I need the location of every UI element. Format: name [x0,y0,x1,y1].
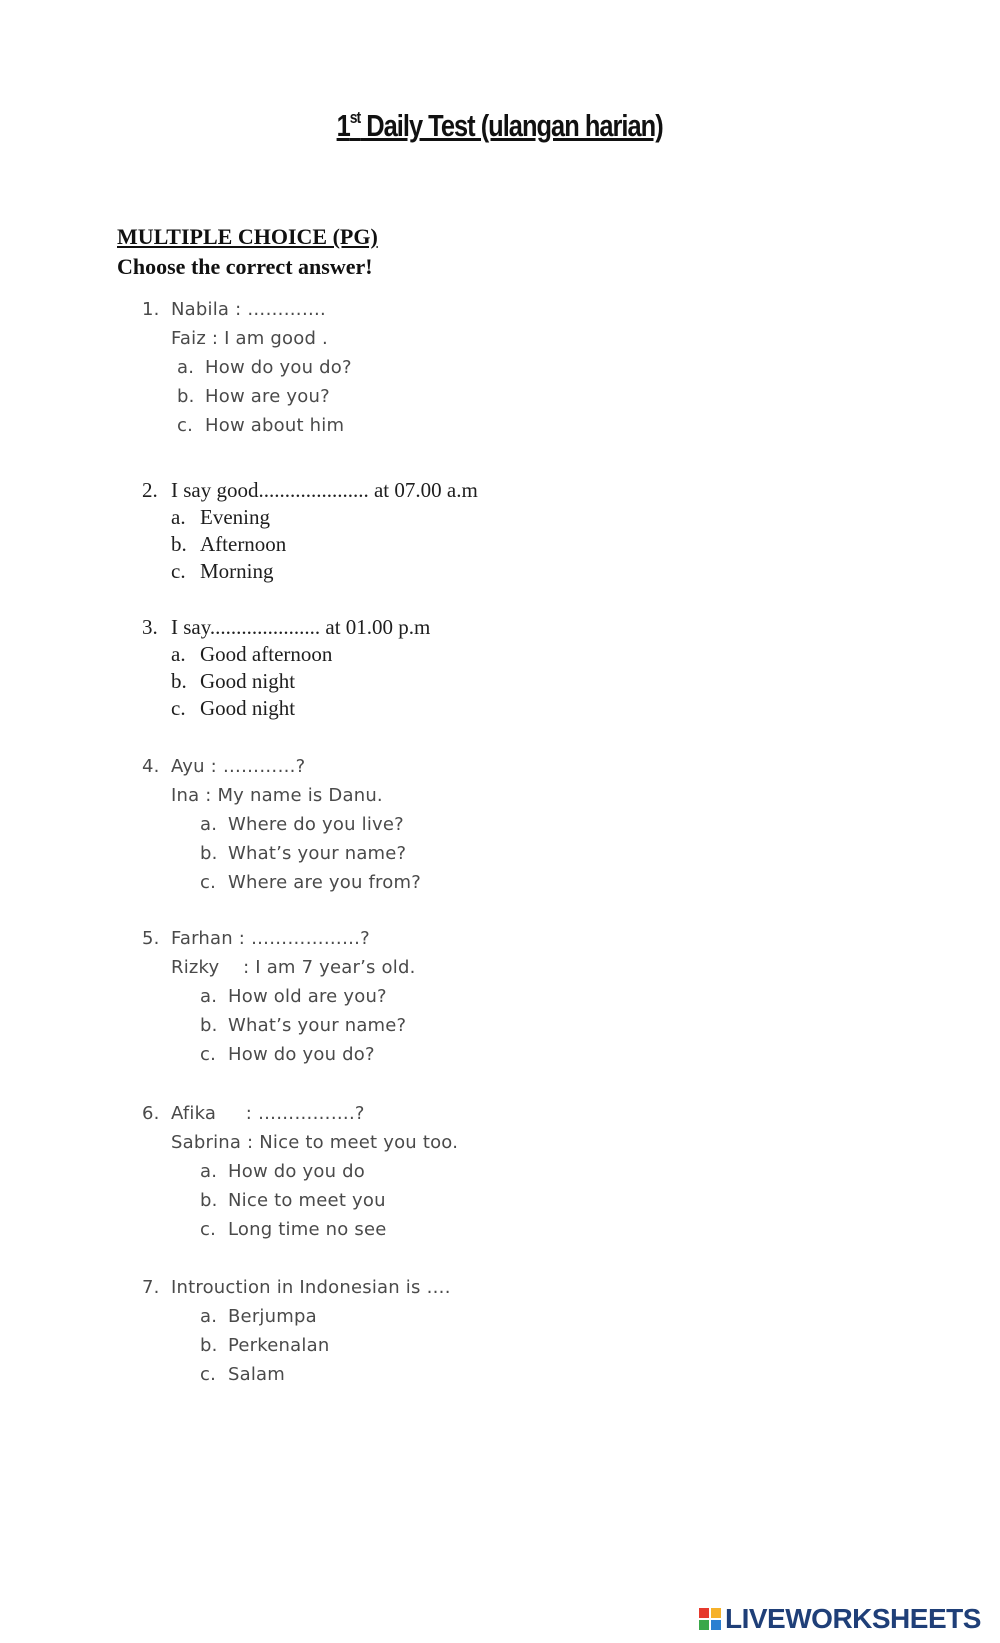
q3-option-b-letter: b. [171,669,187,693]
q5-option-a-letter: a. [200,986,218,1007]
logo-square-green [698,1619,710,1631]
q4-option-b[interactable]: What’s your name? [228,843,407,864]
logo-square-yellow [710,1607,722,1619]
q3-option-c-letter: c. [171,696,186,720]
q1-option-c[interactable]: How about him [205,415,345,436]
question-1-line-1: Nabila : …………. [171,299,326,320]
q4-option-c[interactable]: Where are you from? [228,872,421,893]
q6-option-b-letter: b. [200,1190,218,1211]
q5-option-a[interactable]: How old are you? [228,986,387,1007]
q1-option-a-letter: a. [177,357,195,378]
q5-option-b-letter: b. [200,1015,218,1036]
question-4-line-2: Ina : My name is Danu. [171,785,383,806]
title-superscript: st [349,108,361,127]
q3-option-a[interactable]: Good afternoon [200,642,333,666]
q5-option-b[interactable]: What’s your name? [228,1015,407,1036]
q1-option-b[interactable]: How are you? [205,386,330,407]
q1-option-a[interactable]: How do you do? [205,357,352,378]
question-7-number: 7. [142,1277,160,1298]
q1-option-c-letter: c. [177,415,194,436]
question-5-line-1: Farhan : ………………? [171,928,370,949]
q4-option-a-letter: a. [200,814,218,835]
q2-option-c-letter: c. [171,559,186,583]
question-2-number: 2. [142,478,158,502]
q4-option-c-letter: c. [200,872,217,893]
title-text: Daily Test (ulangan harian) [360,108,663,143]
q4-option-a[interactable]: Where do you live? [228,814,404,835]
title-number: 1 [336,108,350,143]
question-7-line-1: Introuction in Indonesian is …. [171,1277,451,1298]
question-5-number: 5. [142,928,160,949]
logo-text: LIVEWORKSHEETS [725,1603,981,1634]
q3-option-c[interactable]: Good night [200,696,296,720]
page-title [90,108,910,144]
liveworksheets-logo[interactable] [698,1603,981,1635]
question-6-line-2: Sabrina : Nice to meet you too. [171,1132,459,1153]
q2-option-a[interactable]: Evening [200,505,270,529]
question-3-line-1: I say..................... at 01.00 p.m [171,615,431,639]
question-4-line-1: Ayu : …………? [171,756,306,777]
q6-option-a-letter: a. [200,1161,218,1182]
q5-option-c[interactable]: How do you do? [228,1044,375,1065]
liveworksheets-logo-icon [698,1607,722,1631]
q6-option-a[interactable]: How do you do [228,1161,365,1182]
question-5-line-2: Rizky : I am 7 year’s old. [171,957,416,978]
q7-option-c-letter: c. [200,1364,217,1385]
q7-option-a[interactable]: Berjumpa [228,1306,317,1327]
question-6-line-1: Afika : …………….? [171,1103,365,1124]
logo-square-blue [710,1619,722,1631]
logo-square-red [698,1607,710,1619]
question-2-line-1: I say good..................... at 07.00 a.m [171,478,478,502]
question-4-number: 4. [142,756,160,777]
q1-option-b-letter: b. [177,386,195,407]
q7-option-b[interactable]: Perkenalan [228,1335,330,1356]
q2-option-b[interactable]: Afternoon [200,532,287,556]
q5-option-c-letter: c. [200,1044,217,1065]
q3-option-a-letter: a. [171,642,186,666]
q7-option-a-letter: a. [200,1306,218,1327]
q2-option-b-letter: b. [171,532,187,556]
q6-option-b[interactable]: Nice to meet you [228,1190,386,1211]
q7-option-b-letter: b. [200,1335,218,1356]
instruction-text: Choose the correct answer! [117,254,373,279]
q6-option-c[interactable]: Long time no see [228,1219,387,1240]
question-3-number: 3. [142,615,158,639]
q3-option-b[interactable]: Good night [200,669,296,693]
question-1-number: 1. [142,299,160,320]
question-1-line-2: Faiz : I am good . [171,328,328,349]
q4-option-b-letter: b. [200,843,218,864]
q2-option-c[interactable]: Morning [200,559,274,583]
q7-option-c[interactable]: Salam [228,1364,286,1385]
section-heading: MULTIPLE CHOICE (PG) [117,224,378,249]
question-6-number: 6. [142,1103,160,1124]
q2-option-a-letter: a. [171,505,186,529]
q6-option-c-letter: c. [200,1219,217,1240]
